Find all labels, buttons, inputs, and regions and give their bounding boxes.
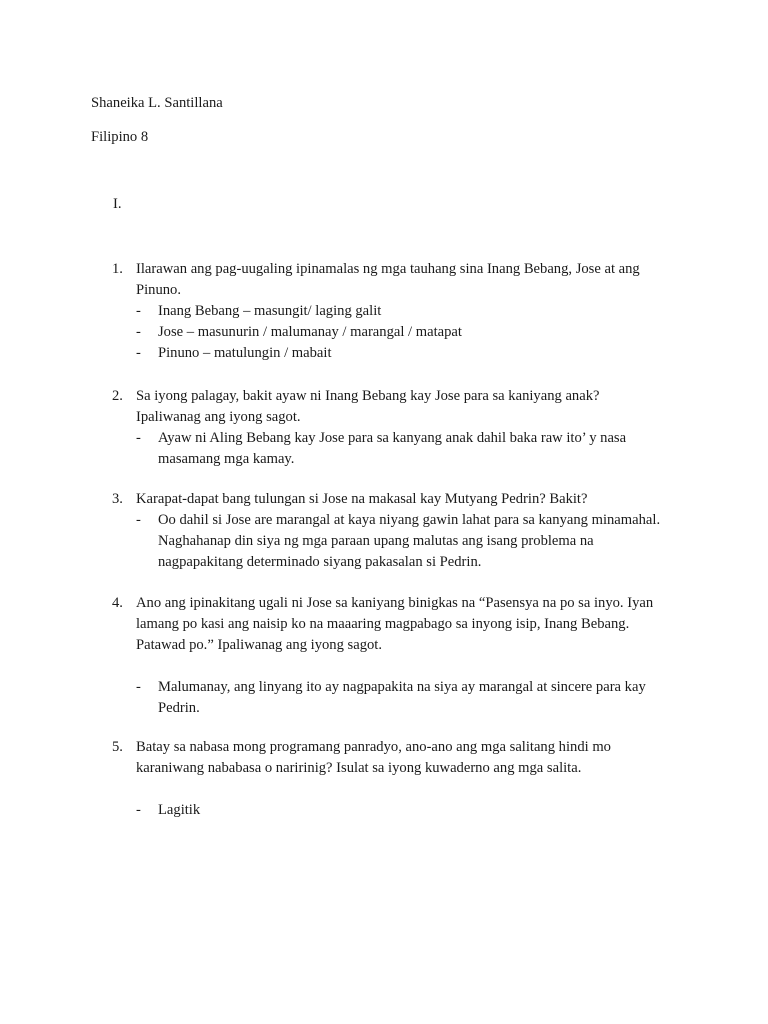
question-number: 5. (112, 739, 123, 755)
question-3 (112, 489, 692, 573)
question-number: 4. (112, 595, 123, 611)
answer-item (112, 800, 692, 821)
answer-bullet: - (136, 324, 141, 340)
question-header (112, 489, 692, 510)
answer-bullet: - (136, 512, 141, 528)
answer-text: Lagitik (158, 802, 201, 818)
answer-item (112, 322, 692, 343)
answer-text: Oo dahil si Jose are marangal at kaya niyang gawin lahat para sa kanyang minamahal. Naghahanap din siya ng mga paraan upang malutas ang isang problema na nagpapakitang determinado siyang pakasalan si Pedrin. (158, 512, 661, 570)
question-text: Batay sa nabasa mong programang panradyo, ano-ano ang mga salitang hindi mo karaniwang nababasa o naririnig? Isulat sa iyong kuwaderno ang mga salita. (136, 739, 611, 776)
answer-bullet: - (136, 679, 141, 695)
question-text: Karapat-dapat bang tulungan si Jose na makasal kay Mutyang Pedrin? Bakit? (136, 491, 588, 507)
answer-text: Jose – masunurin / malumanay / marangal / matapat (158, 324, 462, 340)
answer-item (112, 510, 692, 573)
answer-list (112, 428, 692, 470)
answer-list (112, 677, 692, 719)
question-text: Ilarawan ang pag-uugaling ipinamalas ng mga tauhang sina Inang Bebang, Jose at ang Pinuno. (136, 261, 640, 298)
answer-bullet: - (136, 802, 141, 818)
question-number: 3. (112, 491, 123, 507)
question-2 (112, 386, 692, 470)
answer-item (112, 428, 692, 470)
section-label: I. (113, 196, 122, 212)
answer-item (112, 677, 692, 719)
question-number: 2. (112, 388, 123, 404)
subject-label: Filipino 8 (91, 129, 149, 145)
answer-list (112, 301, 692, 364)
question-4 (112, 593, 692, 719)
student-name: Shaneika L. Santillana (91, 95, 223, 111)
answer-item (112, 343, 692, 364)
question-header (112, 593, 692, 656)
answer-text: Ayaw ni Aling Bebang kay Jose para sa kanyang anak dahil baka raw ito’ y nasa masamang mga kamay. (158, 430, 627, 467)
answer-text: Malumanay, ang linyang ito ay nagpapakita na siya ay marangal at sincere para kay Pedrin. (158, 679, 646, 716)
question-header (112, 259, 692, 301)
answer-bullet: - (136, 430, 141, 446)
question-1 (112, 259, 692, 364)
answer-item (112, 301, 692, 322)
answer-text: Pinuno – matulungin / mabait (158, 345, 332, 361)
question-number: 1. (112, 261, 123, 277)
question-header (112, 386, 692, 428)
question-header (112, 737, 692, 779)
question-text: Sa iyong palagay, bakit ayaw ni Inang Bebang kay Jose para sa kaniyang anak? Ipaliwanag ang iyong sagot. (136, 388, 600, 425)
question-5 (112, 737, 692, 821)
answer-text: Inang Bebang – masungit/ laging galit (158, 303, 382, 319)
answer-list (112, 800, 692, 821)
answer-list (112, 510, 692, 573)
answer-bullet: - (136, 345, 141, 361)
answer-bullet: - (136, 303, 141, 319)
question-text: Ano ang ipinakitang ugali ni Jose sa kaniyang binigkas na “Pasensya na po sa inyo. Iyan lamang po kasi ang naisip ko na maaaring magpabago sa inyong isip, Inang Bebang. Patawad po.” Ipaliwanag ang iyong sagot. (136, 595, 654, 653)
